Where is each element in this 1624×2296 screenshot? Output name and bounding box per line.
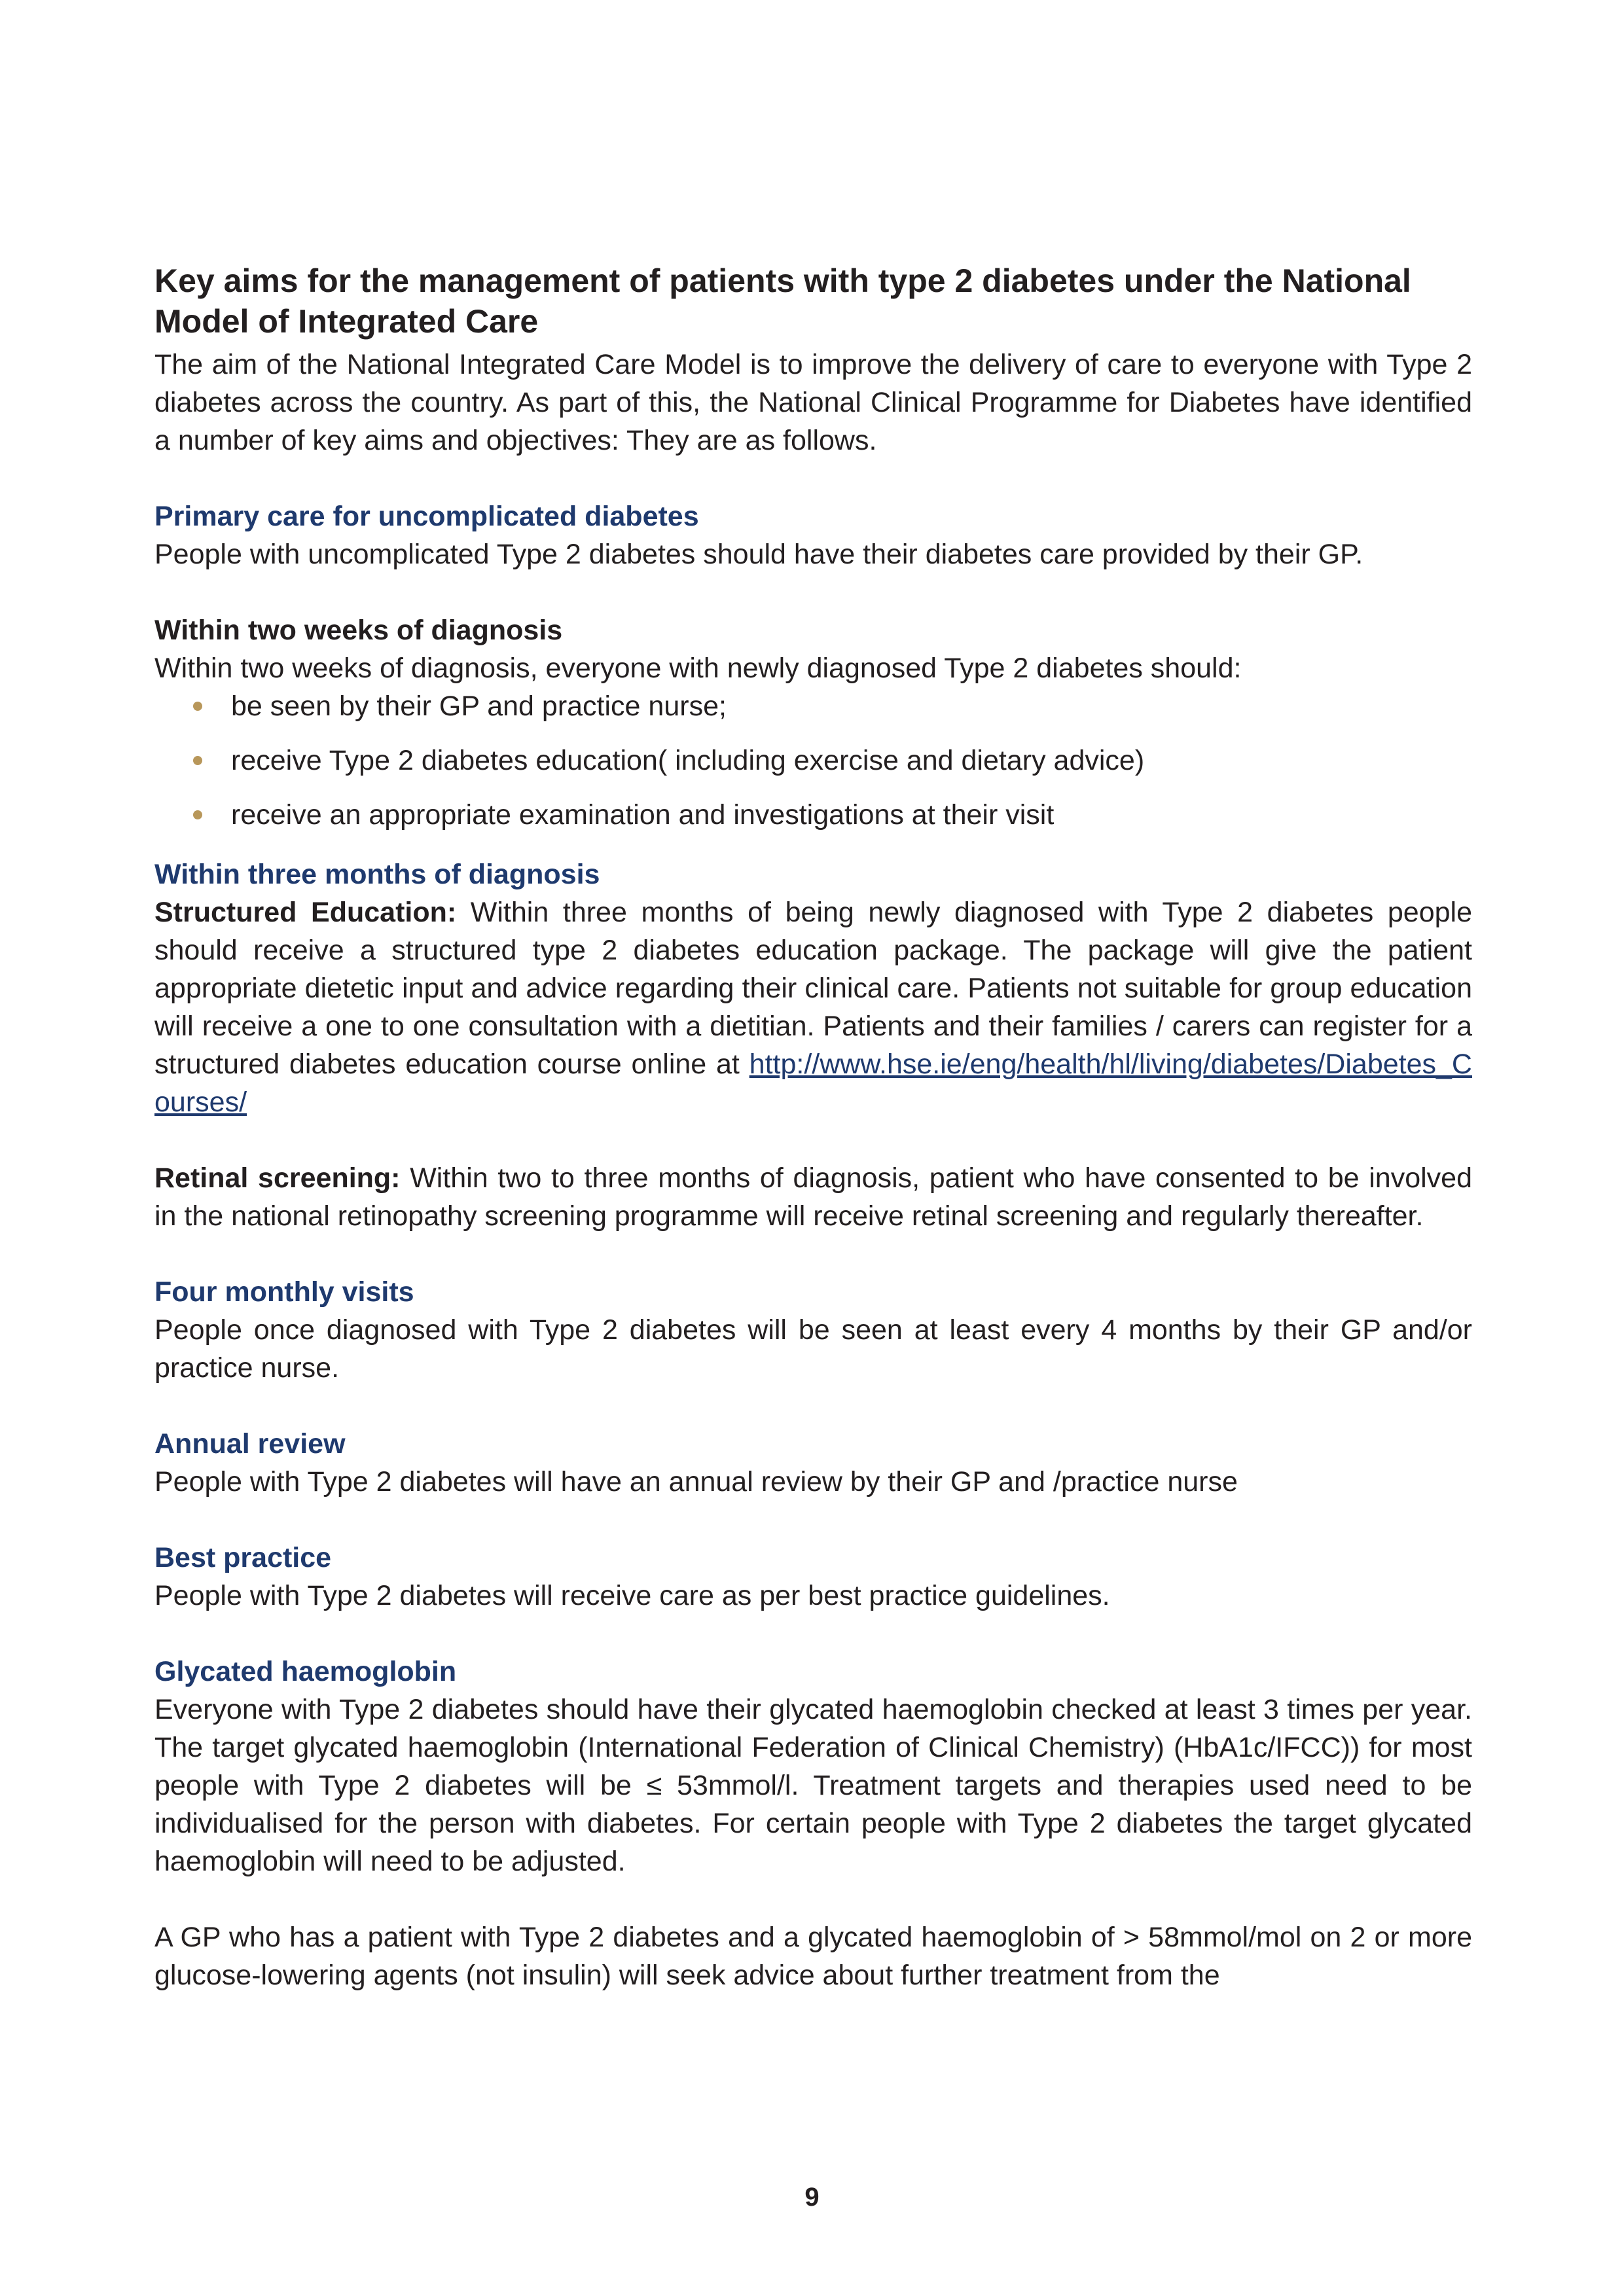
education-course-link[interactable]: http://www.hse.ie/eng/health/hl/living/diabetes/Diabetes_Courses/ [154,1049,1472,1118]
list-item-text: receive an appropriate examination and investigations at their visit [231,799,1055,831]
list-item [154,742,1472,780]
glycated-heading: Glycated haemoglobin [154,1656,457,1687]
two-weeks-text: Within two weeks of diagnosis, everyone with newly diagnosed Type 2 diabetes should: [154,653,1242,684]
three-months-heading: Within three months of diagnosis [154,859,600,890]
best-practice-heading: Best practice [154,1542,332,1573]
list-item-text: receive Type 2 diabetes education( including exercise and dietary advice) [231,745,1145,776]
bullet-icon [193,702,202,711]
two-weeks-heading: Within two weeks of diagnosis [154,615,563,646]
primary-care-heading: Primary care for uncomplicated diabetes [154,501,699,532]
annual-review-text: People with Type 2 diabetes will have an annual review by their GP and /practice nurse [154,1466,1238,1498]
annual-review-heading: Annual review [154,1428,346,1460]
document-page [154,260,1472,1994]
primary-care-text: People with uncomplicated Type 2 diabetes should have their diabetes care provided by their GP. [154,539,1363,570]
page-number: 9 [804,2183,820,2212]
bullet-icon [193,756,202,765]
best-practice-text: People with Type 2 diabetes will receive care as per best practice guidelines. [154,1580,1110,1611]
bullet-icon [193,810,202,819]
paragraph-spacer [154,1121,1472,1159]
retinal-screening-paragraph [154,1159,1472,1235]
list-item-text: be seen by their GP and practice nurse; [231,691,727,722]
list-item [154,796,1472,834]
retinal-screening-label: Retinal screening: [154,1162,401,1194]
two-weeks-bullet-list [154,687,1472,834]
glycated-text: Everyone with Type 2 diabetes should have their glycated haemoglobin checked at least 3 times per year. The target glycated haemoglobin (International Federation of Clinical Chemistry) (HbA1c/IFCC)) for most people with Type 2 diabetes will be ≤ 53mmol/l. Treatment targets and therapies used need to be individualised for the person with diabetes. For certain people with Type 2 diabetes the target glycated haemoglobin will need to be adjusted. [154,1694,1472,1877]
structured-education-text: Within three months of being newly diagnosed with Type 2 diabetes people should receive a structured type 2 diabetes education package. The package will give the patient appropriate dietetic input and advice regarding their clinical care. Patients not suitable for group education will receive a one to one consultation with a dietitian. Patients and their families / carers can register for a structured diabetes education course online at [154,897,1472,1080]
glycated-text-continued: A GP who has a patient with Type 2 diabetes and a glycated haemoglobin of > 58mmol/mol on 2 or more glucose-lowering agents (not insulin) will seek advice about further treatment from the [154,1922,1472,1991]
structured-education-paragraph [154,893,1472,1121]
four-monthly-text: People once diagnosed with Type 2 diabetes will be seen at least every 4 months by their GP and/or practice nurse. [154,1314,1472,1384]
page-title: Key aims for the management of patients with type 2 diabetes under the National Model of Integrated Care [154,262,1411,340]
intro-paragraph: The aim of the National Integrated Care Model is to improve the delivery of care to everyone with Type 2 diabetes across the country. As part of this, the National Clinical Programme for Diabetes have identified a number of key aims and objectives: They are as follows. [154,349,1472,456]
paragraph-spacer [154,1880,1472,1918]
retinal-screening-text: Within two to three months of diagnosis, patient who have consented to be involved in the national retinopathy screening programme will receive retinal screening and regularly thereafter. [154,1162,1472,1232]
list-item [154,687,1472,725]
four-monthly-heading: Four monthly visits [154,1276,414,1308]
structured-education-label: Structured Education: [154,897,457,928]
